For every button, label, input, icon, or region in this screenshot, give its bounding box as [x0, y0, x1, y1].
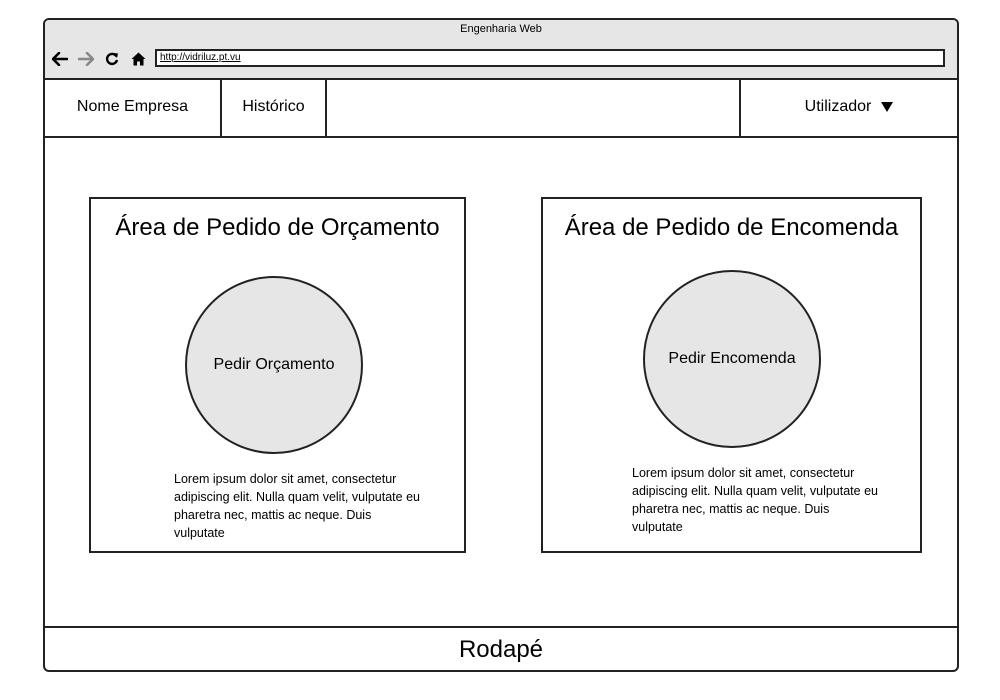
quote-request-panel [89, 197, 466, 553]
request-quote-label: Pedir Orçamento [213, 356, 335, 373]
quote-panel-title: Área de Pedido de Orçamento [115, 214, 440, 241]
nav-spacer [327, 78, 739, 136]
forward-icon[interactable] [77, 50, 95, 68]
home-icon[interactable] [129, 50, 147, 68]
url-bar[interactable]: http://vidriluz.pt.vu [155, 49, 945, 67]
nav-history[interactable] [222, 78, 327, 136]
order-panel-title: Área de Pedido de Encomenda [564, 214, 899, 241]
footer-label: Rodapé [458, 636, 544, 663]
footer [45, 626, 957, 672]
order-panel-description: Lorem ipsum dolor sit amet, consectetur adipiscing elit. Nulla quam velit, vulputate eu pharetra nec, mattis ac neque. Duis vulputate [632, 466, 878, 534]
nav-company-name[interactable] [45, 78, 222, 136]
reload-icon[interactable] [103, 50, 121, 68]
request-quote-button[interactable] [185, 276, 363, 454]
request-order-button[interactable] [643, 270, 821, 448]
user-menu[interactable] [739, 78, 957, 136]
nav-company-label: Nome Empresa [76, 98, 189, 115]
browser-titlebar [45, 20, 957, 80]
nav-history-label: Histórico [242, 98, 305, 115]
quote-panel-description: Lorem ipsum dolor sit amet, consectetur adipiscing elit. Nulla quam velit, vulputate eu pharetra nec, mattis ac neque. Duis vulputate [174, 472, 420, 540]
order-request-panel [541, 197, 922, 553]
caret-down-icon [881, 102, 893, 112]
browser-window [43, 18, 959, 672]
request-order-label: Pedir Encomenda [668, 350, 796, 367]
window-title: Engenharia Web [460, 23, 542, 35]
back-icon[interactable] [51, 50, 69, 68]
top-navbar [45, 78, 957, 138]
user-menu-label: Utilizador [804, 98, 872, 115]
